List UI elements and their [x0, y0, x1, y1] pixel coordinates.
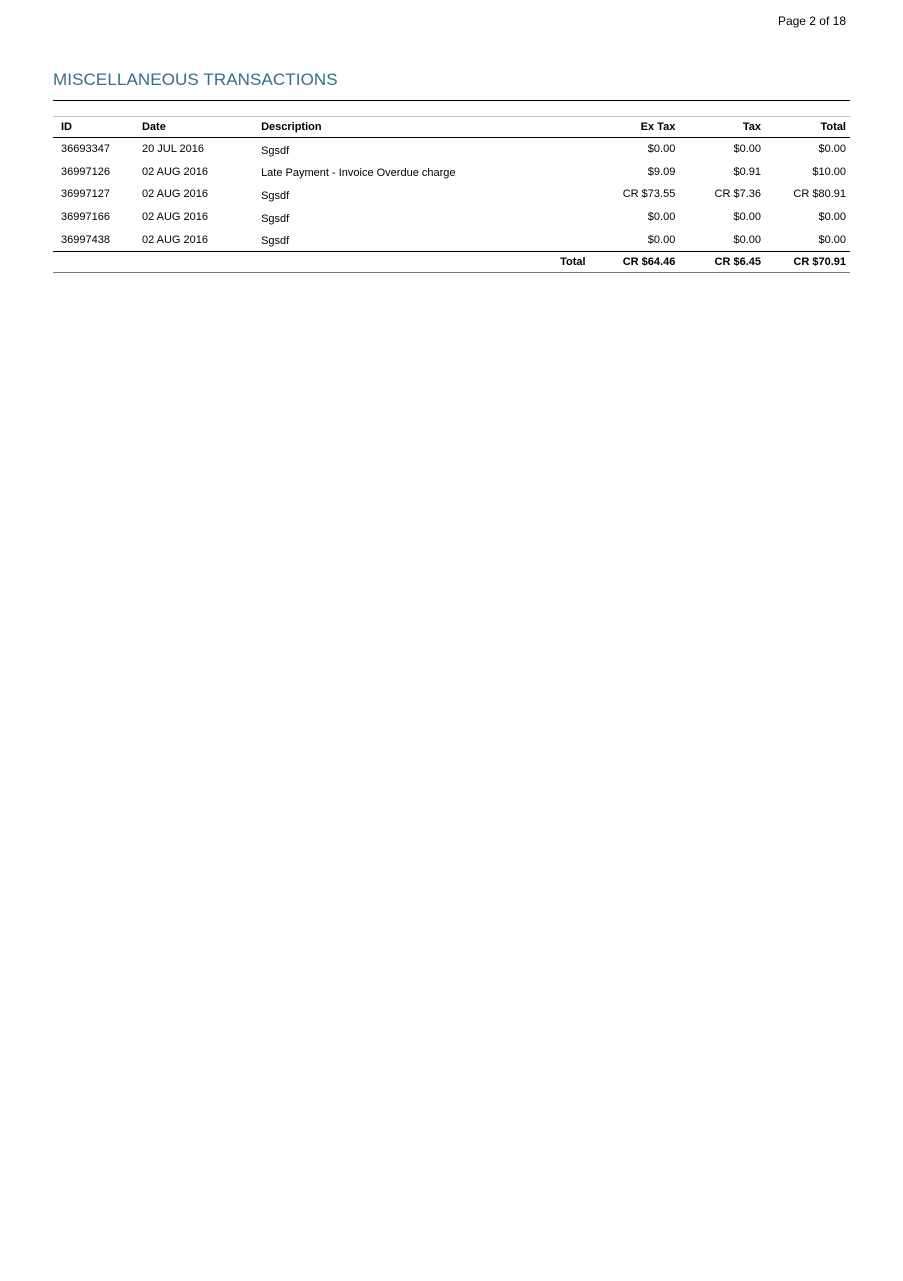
cell-ex-tax: $0.00: [647, 233, 676, 246]
cell-total: $0.00: [818, 143, 846, 156]
cell-tax: CR $7.36: [714, 188, 761, 201]
table-header: [53, 117, 850, 138]
cell-date: 20 JUL 2016: [141, 143, 204, 156]
cell-ex-tax: $9.09: [647, 165, 676, 178]
totals-row: [53, 251, 850, 272]
totals-ex-tax: CR $64.46: [622, 255, 676, 268]
section-title: MISCELLANEOUS TRANSACTIONS: [53, 70, 338, 89]
transactions-table-container: [53, 116, 850, 273]
title-divider: [53, 100, 850, 101]
cell-id: 36997166: [61, 211, 110, 224]
cell-description: Sgsdf: [261, 144, 290, 157]
totals-tax: CR $6.45: [714, 255, 761, 268]
page-number: Page 2 of 18: [777, 14, 846, 28]
cell-ex-tax: $0.00: [647, 211, 676, 224]
header-description: Description: [261, 121, 322, 133]
table-row: [53, 183, 850, 206]
table-footer: [53, 251, 850, 272]
cell-id: 36997126: [61, 165, 110, 178]
totals-empty-cell: [53, 251, 138, 272]
cell-description: Sgsdf: [261, 235, 290, 248]
cell-description: Sgsdf: [261, 189, 290, 202]
cell-tax: $0.00: [733, 233, 761, 246]
cell-date: 02 AUG 2016: [141, 233, 209, 246]
header-ex-tax: Ex Tax: [640, 121, 676, 133]
cell-tax: $0.00: [733, 211, 761, 224]
cell-total: $0.00: [818, 233, 846, 246]
cell-total: $0.00: [818, 211, 846, 224]
totals-label: Total: [560, 255, 586, 268]
transactions-table: [53, 116, 850, 273]
header-row: [53, 117, 850, 138]
cell-description: Late Payment - Invoice Overdue charge: [261, 167, 456, 180]
table-row: [53, 138, 850, 161]
cell-description: Sgsdf: [261, 212, 290, 225]
header-total: Total: [820, 121, 846, 133]
table-body: [53, 138, 850, 252]
cell-ex-tax: CR $73.55: [622, 188, 676, 201]
cell-id: 36693347: [61, 143, 110, 156]
cell-total: $10.00: [812, 165, 846, 178]
cell-date: 02 AUG 2016: [141, 211, 209, 224]
cell-tax: $0.00: [733, 143, 761, 156]
cell-tax: $0.91: [733, 165, 761, 178]
header-id: ID: [61, 121, 72, 133]
header-date: Date: [141, 121, 166, 133]
cell-date: 02 AUG 2016: [141, 188, 209, 201]
cell-total: CR $80.91: [793, 188, 846, 201]
totals-total: CR $70.91: [793, 255, 846, 268]
cell-ex-tax: $0.00: [647, 143, 676, 156]
cell-date: 02 AUG 2016: [141, 165, 209, 178]
cell-id: 36997127: [61, 188, 110, 201]
table-row: [53, 228, 850, 251]
header-tax: Tax: [742, 121, 761, 133]
table-row: [53, 161, 850, 184]
totals-empty-cell: [138, 251, 257, 272]
table-row: [53, 206, 850, 229]
cell-id: 36997438: [61, 233, 110, 246]
